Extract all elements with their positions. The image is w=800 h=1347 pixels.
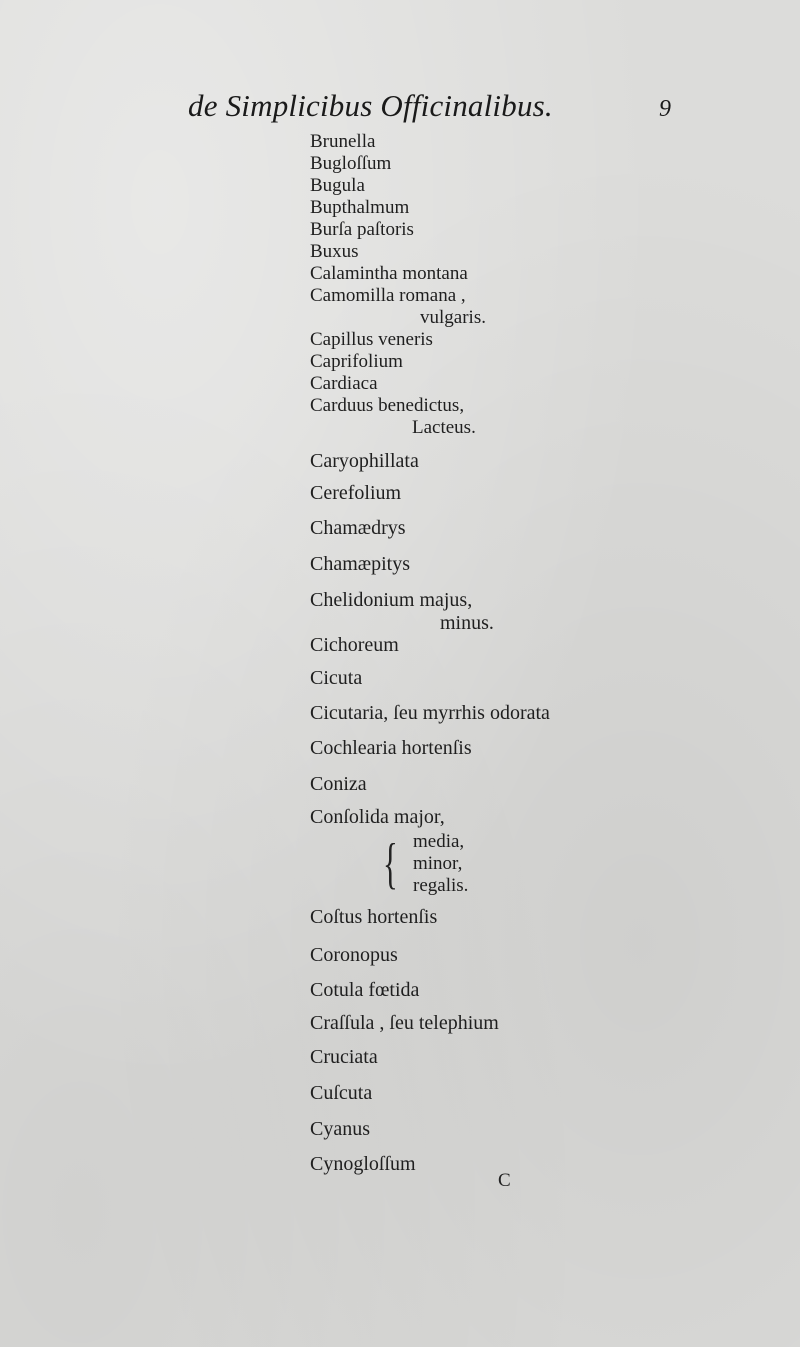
list-item-sub: regalis. bbox=[413, 875, 469, 896]
list-item-continuation: minus. bbox=[440, 612, 494, 634]
signature-mark: C bbox=[498, 1170, 511, 1191]
list-item: Burſa paſtoris bbox=[310, 219, 414, 240]
page-number: 9 bbox=[659, 96, 671, 122]
list-item: Cardiaca bbox=[310, 373, 378, 394]
running-head-title: de Simplicibus Officinalibus. bbox=[188, 88, 553, 123]
list-item: Carduus benedictus, bbox=[310, 395, 465, 416]
list-item: Bupthalmum bbox=[310, 197, 410, 218]
list-item: Chelidonium majus, bbox=[310, 589, 473, 611]
list-item-sub: minor, bbox=[413, 853, 463, 874]
list-item: Chamædrys bbox=[310, 517, 406, 539]
list-item: Coronopus bbox=[310, 944, 398, 966]
list-item: Craſſula , ſeu telephium bbox=[310, 1012, 499, 1034]
list-item: Cynogloſſum bbox=[310, 1153, 416, 1175]
list-item: Bugula bbox=[310, 175, 365, 196]
list-item: Cochlearia hortenſis bbox=[310, 737, 472, 759]
list-item: Capillus veneris bbox=[310, 329, 433, 350]
list-item: Cotula fœtida bbox=[310, 979, 420, 1001]
list-item: Cichoreum bbox=[310, 634, 399, 656]
list-item: Brunella bbox=[310, 131, 376, 152]
list-item: Coniza bbox=[310, 773, 367, 795]
list-item: Cicuta bbox=[310, 667, 363, 689]
list-item: Camomilla romana , bbox=[310, 285, 466, 306]
list-item: Cicutaria, ſeu myrrhis odorata bbox=[310, 702, 550, 724]
list-item: Coſtus hortenſis bbox=[310, 906, 438, 928]
list-item: Caprifolium bbox=[310, 351, 403, 372]
list-item: Cruciata bbox=[310, 1046, 378, 1068]
list-item: Cyanus bbox=[310, 1118, 370, 1140]
list-item: Calamintha montana bbox=[310, 263, 468, 284]
list-item: Chamæpitys bbox=[310, 553, 411, 575]
list-item: Conſolida major, bbox=[310, 806, 445, 828]
list-item-continuation: Lacteus. bbox=[412, 417, 476, 438]
list-item: Cerefolium bbox=[310, 482, 402, 504]
list-item: Cuſcuta bbox=[310, 1082, 373, 1104]
list-item-sub: media, bbox=[413, 831, 465, 852]
list-item: Buxus bbox=[310, 241, 359, 262]
list-item: Caryophillata bbox=[310, 450, 419, 472]
curly-brace-mark: { bbox=[383, 833, 398, 895]
list-item: Bugloſſum bbox=[310, 153, 392, 174]
list-item-continuation: vulgaris. bbox=[420, 307, 486, 328]
